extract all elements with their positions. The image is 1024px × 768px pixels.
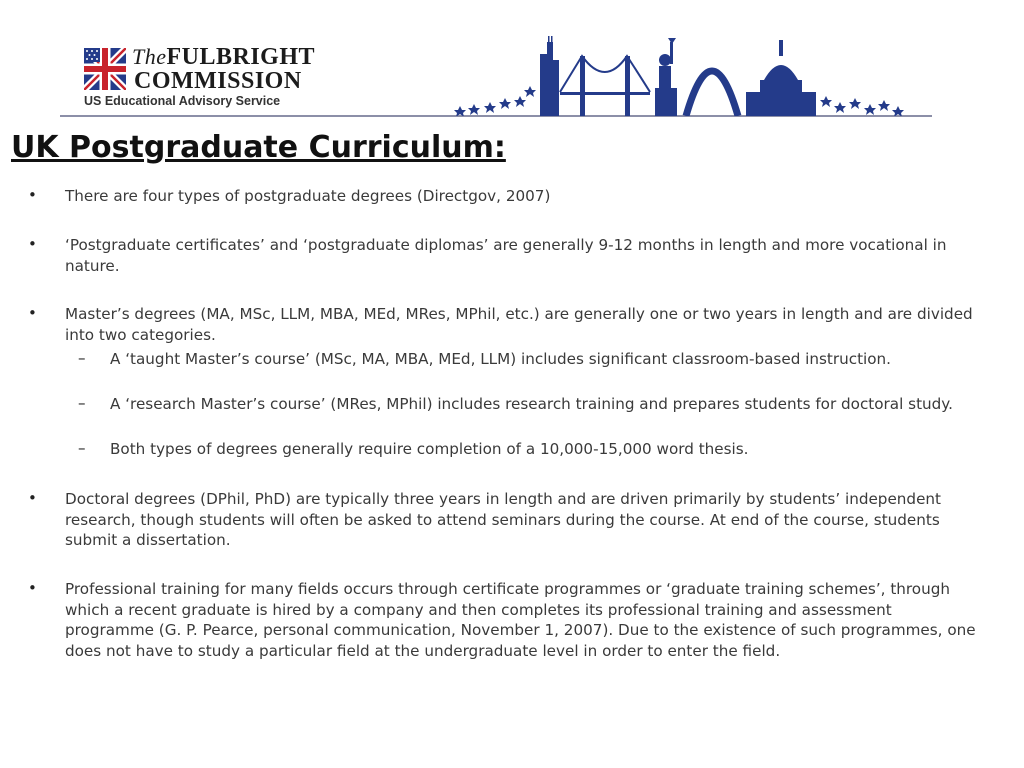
us-skyline-illustration (450, 36, 910, 116)
bullet-marker: • (28, 489, 37, 507)
fulbright-logo (84, 44, 314, 110)
logo-subtitle: US Educational Advisory Service (84, 94, 281, 108)
bullet-text: Master’s degrees (MA, MSc, LLM, MBA, MEd, MRes, MPhil, etc.) are generally one or two years in length and are divided into two categories. (65, 305, 973, 344)
sub-bullet-text: A ‘taught Master’s course’ (MSc, MA, MBA, MEd, LLM) includes significant classroom-based instruction. (110, 350, 892, 368)
bullet-text: ‘Postgraduate certificates’ and ‘postgraduate diplomas’ are generally 9-12 months in length and more vocational in nature. (65, 236, 947, 275)
bullet-marker: • (28, 579, 37, 597)
logo-title-line2: COMMISSION (134, 68, 302, 94)
bullet-text: Professional training for many fields occurs through certificate programmes or ‘graduate training schemes’, through which a recent graduate is hired by a company and then completes its professional training and assessment programme (G. P. Pearce, personal communication, November 1, 2007). Due to the existence of such programmes, one does not have to study a particular field at the undergraduate level in order to enter the field. (65, 580, 976, 660)
sub-bullet-marker: – (78, 349, 86, 367)
bullet-marker: • (28, 304, 37, 322)
bullet-text: There are four types of postgraduate degrees (Directgov, 2007) (65, 187, 551, 205)
union-jack-flag-icon (84, 48, 126, 90)
sub-bullet-marker: – (78, 394, 86, 412)
sub-bullet-text: Both types of degrees generally require completion of a 10,000-15,000 word thesis. (110, 440, 749, 458)
bullet-text: Doctoral degrees (DPhil, PhD) are typically three years in length and are driven primarily by students’ independent research, though students will often be asked to attend seminars during the course. At end of the course, students submit a dissertation. (65, 490, 941, 549)
sub-bullet-text: A ‘research Master’s course’ (MRes, MPhil) includes research training and prepares students for doctoral study. (110, 395, 953, 413)
logo-title-line1: TheFULBRIGHT (132, 44, 316, 70)
slide-title: UK Postgraduate Curriculum: (11, 130, 506, 165)
bullet-marker: • (28, 186, 37, 204)
sub-bullet-marker: – (78, 439, 86, 457)
bullet-marker: • (28, 235, 37, 253)
